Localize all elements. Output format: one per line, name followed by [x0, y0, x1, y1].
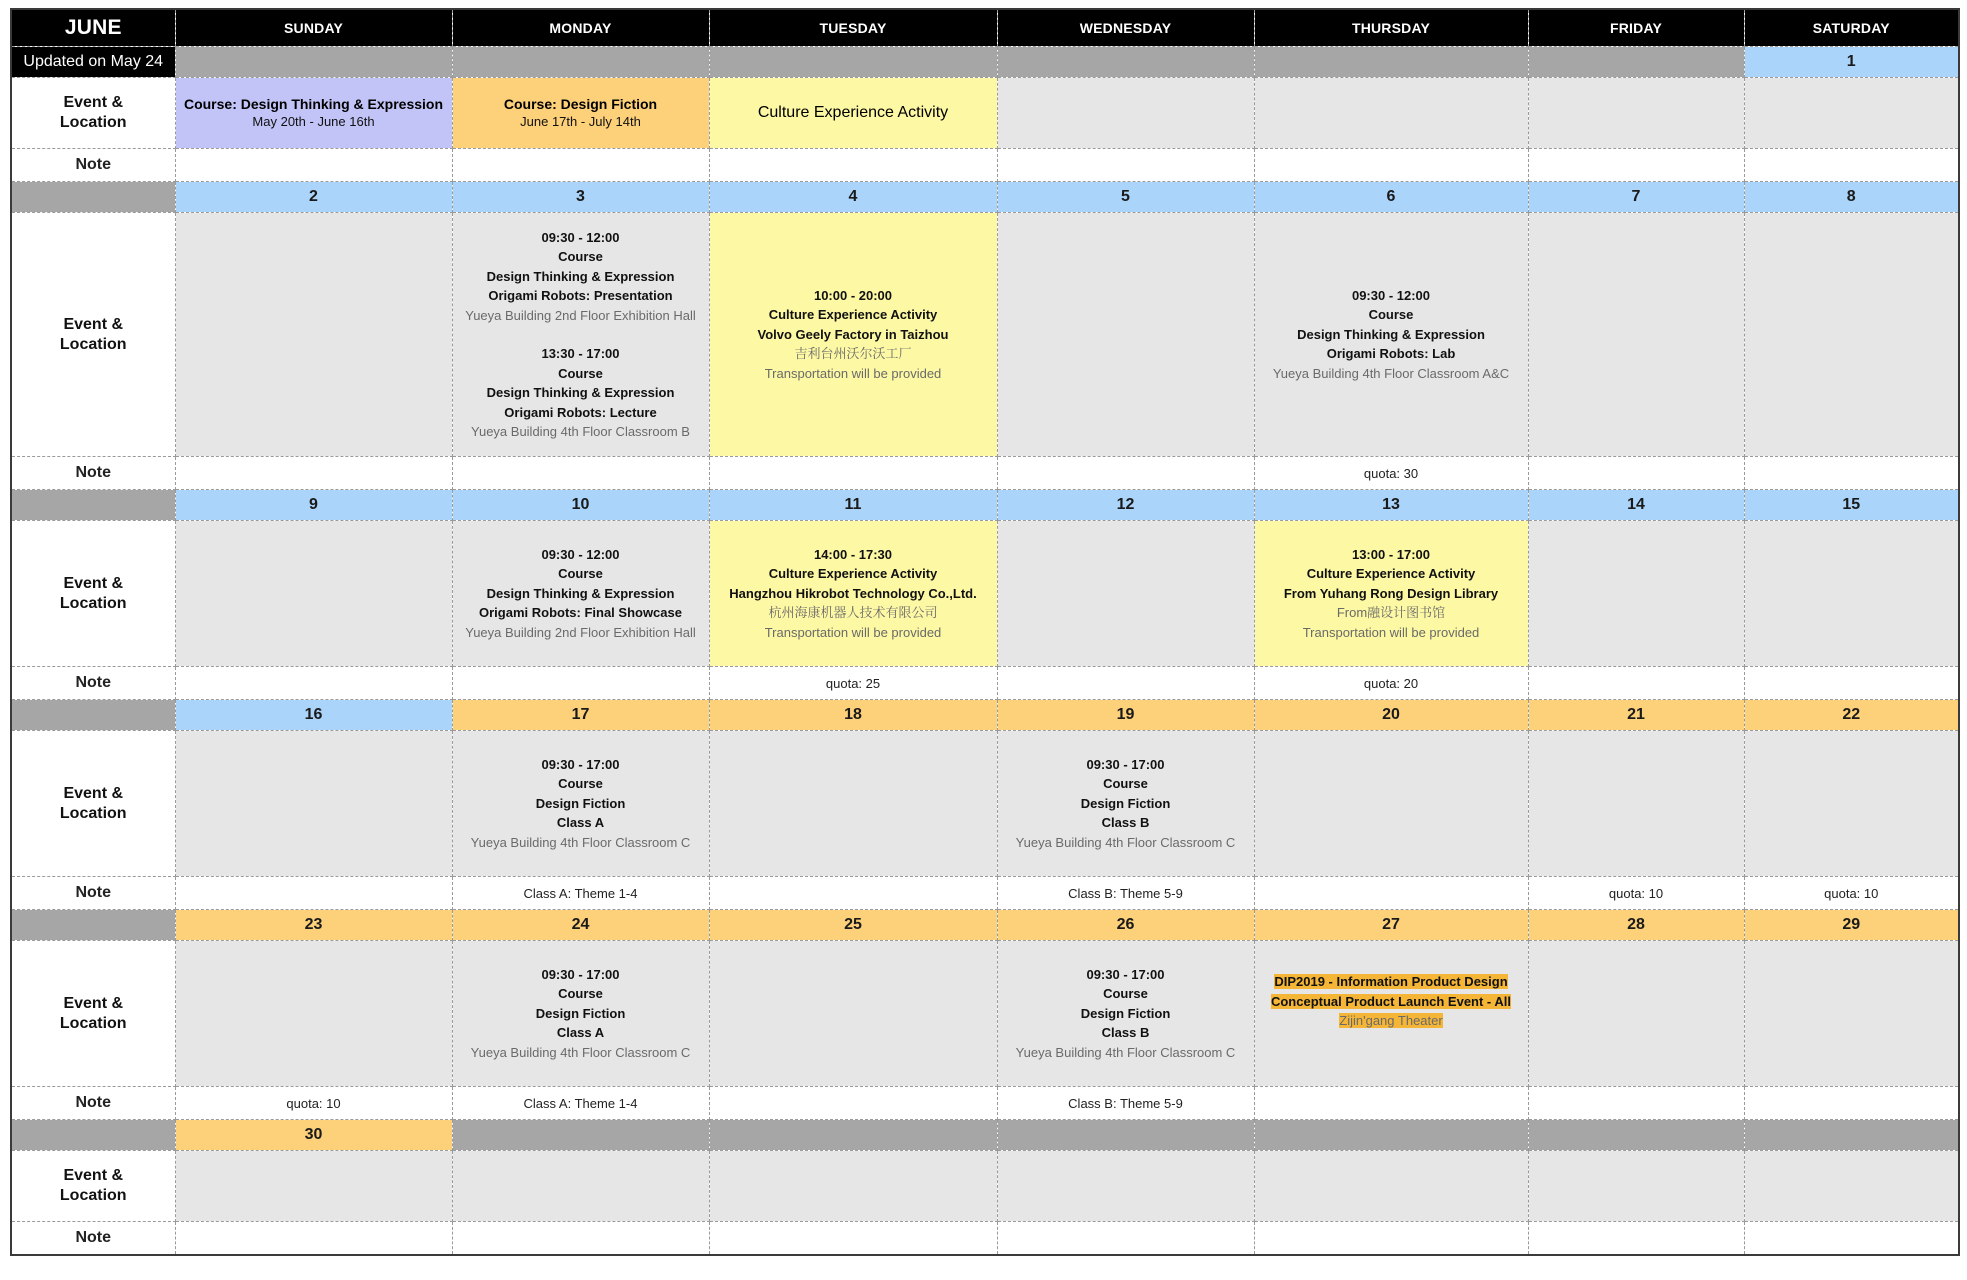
note-label: Note	[11, 1222, 175, 1256]
note-cell	[1528, 1222, 1744, 1256]
week5-note-row	[11, 1087, 1959, 1120]
event-kind: Culture Experience Activity	[1306, 566, 1476, 582]
date-cell: 10	[452, 490, 709, 521]
event-kind: Culture Experience Activity	[768, 566, 938, 582]
event-cell	[452, 941, 709, 1087]
week1-event-row	[11, 78, 1959, 149]
note-cell	[997, 667, 1254, 700]
date-cell	[1528, 47, 1744, 78]
header-row	[11, 9, 1959, 47]
event-cell	[709, 521, 997, 667]
event-kind: Course	[1368, 307, 1414, 323]
event-details	[998, 965, 1254, 1063]
event-details	[453, 755, 709, 853]
launch-location: Zijin'gang Theater	[1339, 1013, 1443, 1029]
note-cell: quota: 10	[1744, 877, 1959, 910]
date-cell: 16	[175, 700, 452, 731]
event-kind: Course	[558, 249, 603, 264]
week4-date-row	[11, 700, 1959, 731]
spacer	[453, 325, 709, 344]
note-label: Note	[11, 457, 175, 490]
note-cell	[452, 667, 709, 700]
event-topic: Origami Robots: Final Showcase	[479, 605, 682, 621]
event-course: Design Thinking & Expression	[486, 385, 675, 400]
date-cell: 23	[175, 910, 452, 941]
date-cell	[1528, 1120, 1744, 1151]
event-class: Class A	[556, 815, 605, 831]
event-place: Volvo Geely Factory in Taizhou	[757, 326, 949, 342]
date-cell: 9	[175, 490, 452, 521]
date-cell: 15	[1744, 490, 1959, 521]
note-cell: quota: 20	[1254, 667, 1528, 700]
note-cell	[1528, 1087, 1744, 1120]
event-cell	[997, 521, 1254, 667]
label-line: Event &	[63, 994, 124, 1012]
date-cell	[175, 47, 452, 78]
launch-title: DIP2019 - Information Product Design	[1274, 974, 1508, 990]
event-cell	[1254, 213, 1528, 457]
event-details	[998, 755, 1254, 853]
event-transport: Transportation will be provided	[764, 624, 942, 640]
event-location: Yueya Building 4th Floor Classroom C	[470, 1044, 691, 1060]
event-cell	[1528, 941, 1744, 1087]
note-cell	[997, 457, 1254, 490]
launch-line	[1255, 972, 1528, 992]
week6-note-row	[11, 1222, 1959, 1256]
note-cell	[1744, 457, 1959, 490]
event-cell	[1744, 521, 1959, 667]
event-time: 10:00 - 20:00	[813, 287, 893, 303]
event-cell	[1744, 1151, 1959, 1222]
label-line: Location	[59, 594, 127, 612]
note-cell	[709, 457, 997, 490]
event-cell	[175, 521, 452, 667]
date-cell: 18	[709, 700, 997, 731]
week4-event-row	[11, 731, 1959, 877]
date-cell: 7	[1528, 182, 1744, 213]
event-time: 13:30 - 17:00	[541, 346, 620, 361]
event-location-label	[11, 78, 175, 149]
event-cell	[1254, 731, 1528, 877]
event-location: Yueya Building 4th Floor Classroom C	[1015, 1044, 1236, 1060]
note-cell: quota: 25	[709, 667, 997, 700]
note-cell: quota: 30	[1254, 457, 1528, 490]
event-course: Design Thinking & Expression	[486, 585, 675, 601]
note-cell	[709, 1222, 997, 1256]
event-details	[453, 545, 709, 643]
date-cell: 5	[997, 182, 1254, 213]
date-cell: 19	[997, 700, 1254, 731]
activity-title: Culture Experience Activity	[757, 104, 949, 121]
event-details	[710, 286, 997, 384]
week5-event-row	[11, 941, 1959, 1087]
label-line: Event &	[63, 94, 124, 111]
date-cell: 6	[1254, 182, 1528, 213]
date-cell: 14	[1528, 490, 1744, 521]
event-location: Yueya Building 4th Floor Classroom C	[1015, 834, 1236, 850]
date-cell: 25	[709, 910, 997, 941]
event-cell	[1744, 213, 1959, 457]
date-cell: 1	[1744, 47, 1959, 78]
event-cell	[1528, 78, 1744, 149]
event-details	[1255, 545, 1528, 643]
label-line: Location	[59, 335, 127, 353]
note-cell	[1744, 149, 1959, 182]
event-place-cn: 吉利台州沃尔沃工厂	[794, 346, 912, 362]
date-cell: 24	[452, 910, 709, 941]
event-time: 09:30 - 17:00	[541, 756, 620, 772]
label-line: Event &	[63, 784, 124, 802]
note-cell	[1528, 667, 1744, 700]
event-course: Design Fiction	[535, 795, 626, 811]
date-cell: 8	[1744, 182, 1959, 213]
event-cell	[1254, 941, 1528, 1087]
note-label: Note	[11, 1087, 175, 1120]
label-line: Event &	[63, 1167, 124, 1184]
updated-label: Updated on May 24	[11, 47, 175, 78]
note-cell	[1744, 667, 1959, 700]
launch-line	[1255, 1011, 1528, 1031]
event-cell	[175, 1151, 452, 1222]
date-cell	[1744, 1120, 1959, 1151]
event-place: From Yuhang Rong Design Library	[1283, 585, 1499, 601]
event-cell	[1744, 78, 1959, 149]
event-transport: Transportation will be provided	[764, 365, 942, 381]
note-cell	[175, 457, 452, 490]
event-cell	[997, 213, 1254, 457]
week3-event-row	[11, 521, 1959, 667]
event-location: Yueya Building 4th Floor Classroom A&C	[1272, 365, 1510, 381]
note-cell	[175, 1222, 452, 1256]
event-class: Class A	[556, 1025, 605, 1041]
course-title: Course: Design Thinking & Expression	[183, 96, 444, 112]
note-label: Note	[11, 149, 175, 182]
event-cell	[997, 78, 1254, 149]
event-cell	[175, 941, 452, 1087]
event-details	[710, 545, 997, 643]
date-cell: 12	[997, 490, 1254, 521]
event-cell	[1254, 521, 1528, 667]
week2-date-row	[11, 182, 1959, 213]
note-cell	[709, 1087, 997, 1120]
course-dates: May 20th - June 16th	[252, 114, 375, 129]
event-time: 09:30 - 12:00	[1351, 287, 1431, 303]
event-cell	[1528, 1151, 1744, 1222]
date-cell: 17	[452, 700, 709, 731]
date-cell: 27	[1254, 910, 1528, 941]
note-cell	[1528, 457, 1744, 490]
event-kind: Course	[558, 776, 603, 792]
date-cell: 21	[1528, 700, 1744, 731]
event-kind: Course	[558, 566, 603, 582]
event-details	[1255, 286, 1528, 384]
date-row-spacer	[11, 490, 175, 521]
date-cell	[997, 47, 1254, 78]
june-calendar	[10, 8, 1960, 1256]
date-cell: 26	[997, 910, 1254, 941]
event-cell	[452, 78, 709, 149]
date-cell	[709, 47, 997, 78]
event-location: Yueya Building 4th Floor Classroom C	[470, 834, 691, 850]
event-transport: Transportation will be provided	[1302, 624, 1480, 640]
note-cell	[1254, 1222, 1528, 1256]
note-cell	[709, 877, 997, 910]
note-cell	[1528, 149, 1744, 182]
week4-note-row	[11, 877, 1959, 910]
event-cell	[1528, 731, 1744, 877]
week5-date-row	[11, 910, 1959, 941]
event-cell	[709, 731, 997, 877]
event-location-label	[11, 941, 175, 1087]
event-time: 14:00 - 17:30	[813, 546, 893, 562]
course-title: Course: Design Fiction	[503, 96, 658, 112]
event-cell	[709, 1151, 997, 1222]
event-location: Yueya Building 2nd Floor Exhibition Hall	[465, 307, 696, 323]
launch-event-details	[1255, 972, 1528, 1031]
note-cell	[997, 1222, 1254, 1256]
label-line: Location	[59, 1187, 127, 1204]
event-location-label	[11, 213, 175, 457]
day-header-wednesday: WEDNESDAY	[997, 9, 1254, 47]
event-topic: Origami Robots: Lab	[1326, 346, 1456, 362]
event-cell	[709, 78, 997, 149]
event-time: 09:30 - 12:00	[541, 229, 620, 245]
date-cell: 4	[709, 182, 997, 213]
event-cell	[452, 521, 709, 667]
day-header-thursday: THURSDAY	[1254, 9, 1528, 47]
note-cell: Class A: Theme 1-4	[452, 1087, 709, 1120]
note-cell	[452, 1222, 709, 1256]
date-row-spacer	[11, 1120, 175, 1151]
day-header-friday: FRIDAY	[1528, 9, 1744, 47]
event-class: Class B	[1101, 815, 1150, 831]
event-cell	[1744, 941, 1959, 1087]
date-cell: 13	[1254, 490, 1528, 521]
date-cell	[1254, 1120, 1528, 1151]
date-row-spacer	[11, 910, 175, 941]
event-location: Yueya Building 2nd Floor Exhibition Hall	[465, 624, 696, 640]
event-course: Design Fiction	[1080, 1005, 1171, 1021]
date-cell	[1254, 47, 1528, 78]
event-location: Yueya Building 4th Floor Classroom B	[471, 424, 690, 439]
note-cell	[997, 149, 1254, 182]
date-cell: 30	[175, 1120, 452, 1151]
note-cell	[1744, 1222, 1959, 1256]
event-time: 09:30 - 17:00	[541, 966, 620, 982]
label-line: Location	[59, 1014, 127, 1032]
date-row-spacer	[11, 182, 175, 213]
month-title: JUNE	[11, 9, 175, 47]
event-kind: Culture Experience Activity	[768, 307, 938, 323]
event-cell	[1254, 78, 1528, 149]
week3-date-row	[11, 490, 1959, 521]
event-cell	[175, 78, 452, 149]
note-cell	[175, 667, 452, 700]
event-cell	[452, 213, 709, 457]
event-details	[453, 965, 709, 1063]
note-cell	[1744, 1087, 1959, 1120]
day-header-sunday: SUNDAY	[175, 9, 452, 47]
event-place: Hangzhou Hikrobot Technology Co.,Ltd.	[729, 585, 977, 601]
note-cell: Class B: Theme 5-9	[997, 877, 1254, 910]
event-time: 13:00 - 17:00	[1351, 546, 1431, 562]
note-cell	[452, 457, 709, 490]
event-cell	[1528, 213, 1744, 457]
note-cell: Class A: Theme 1-4	[452, 877, 709, 910]
event-kind: Course	[558, 986, 603, 1002]
date-cell: 11	[709, 490, 997, 521]
event-course: Design Thinking & Expression	[1297, 326, 1485, 342]
date-cell	[452, 1120, 709, 1151]
event-cell	[452, 731, 709, 877]
event-cell	[1744, 731, 1959, 877]
event-kind: Course	[1103, 986, 1148, 1002]
date-cell: 3	[452, 182, 709, 213]
event-time: 09:30 - 12:00	[541, 546, 620, 562]
event-cell	[997, 731, 1254, 877]
note-cell	[1254, 877, 1528, 910]
launch-line	[1255, 992, 1528, 1012]
day-header-saturday: SATURDAY	[1744, 9, 1959, 47]
date-cell: 28	[1528, 910, 1744, 941]
week2-event-row	[11, 213, 1959, 457]
date-cell: 20	[1254, 700, 1528, 731]
event-course: Design Fiction	[1080, 795, 1171, 811]
date-cell	[452, 47, 709, 78]
note-label: Note	[11, 877, 175, 910]
event-topic: Origami Robots: Presentation	[488, 288, 673, 303]
event-kind: Course	[558, 365, 603, 381]
event-time: 09:30 - 17:00	[1086, 756, 1165, 772]
event-class: Class B	[1101, 1025, 1150, 1041]
event-cell	[997, 941, 1254, 1087]
date-cell: 2	[175, 182, 452, 213]
event-cell	[997, 1151, 1254, 1222]
event-cell	[1528, 521, 1744, 667]
course-dates: June 17th - July 14th	[520, 114, 641, 129]
event-cell	[709, 941, 997, 1087]
week1-date-row	[11, 47, 1959, 78]
week1-note-row	[11, 149, 1959, 182]
date-cell	[709, 1120, 997, 1151]
note-cell	[175, 149, 452, 182]
event-place-cn: 杭州海康机器人技术有限公司	[768, 605, 938, 621]
date-cell	[997, 1120, 1254, 1151]
launch-subtitle: Conceptual Product Launch Event - All	[1270, 993, 1512, 1009]
note-cell	[175, 877, 452, 910]
label-line: Event &	[63, 574, 124, 592]
event-cell	[175, 213, 452, 457]
event-course: Design Thinking & Expression	[486, 268, 675, 284]
event-location-label	[11, 731, 175, 877]
date-cell: 29	[1744, 910, 1959, 941]
event-details	[453, 228, 709, 442]
event-place-cn: From融设计图书馆	[1336, 605, 1446, 621]
week6-event-row	[11, 1151, 1959, 1222]
note-cell	[1254, 1087, 1528, 1120]
event-cell	[175, 731, 452, 877]
event-location-label	[11, 1151, 175, 1222]
week3-note-row	[11, 667, 1959, 700]
week6-date-row	[11, 1120, 1959, 1151]
note-cell: quota: 10	[1528, 877, 1744, 910]
event-topic: Origami Robots: Lecture	[504, 404, 657, 420]
event-kind: Course	[1103, 776, 1148, 792]
week2-note-row	[11, 457, 1959, 490]
day-header-monday: MONDAY	[452, 9, 709, 47]
note-cell	[709, 149, 997, 182]
note-label: Note	[11, 667, 175, 700]
date-cell: 22	[1744, 700, 1959, 731]
label-line: Location	[59, 114, 127, 131]
date-row-spacer	[11, 700, 175, 731]
event-cell	[1254, 1151, 1528, 1222]
event-cell	[452, 1151, 709, 1222]
event-cell	[709, 213, 997, 457]
label-line: Location	[59, 804, 127, 822]
note-cell: Class B: Theme 5-9	[997, 1087, 1254, 1120]
note-cell: quota: 10	[175, 1087, 452, 1120]
label-line: Event &	[63, 315, 124, 333]
note-cell	[452, 149, 709, 182]
note-cell	[1254, 149, 1528, 182]
day-header-tuesday: TUESDAY	[709, 9, 997, 47]
event-location-label	[11, 521, 175, 667]
event-time: 09:30 - 17:00	[1086, 966, 1165, 982]
event-course: Design Fiction	[535, 1005, 626, 1021]
